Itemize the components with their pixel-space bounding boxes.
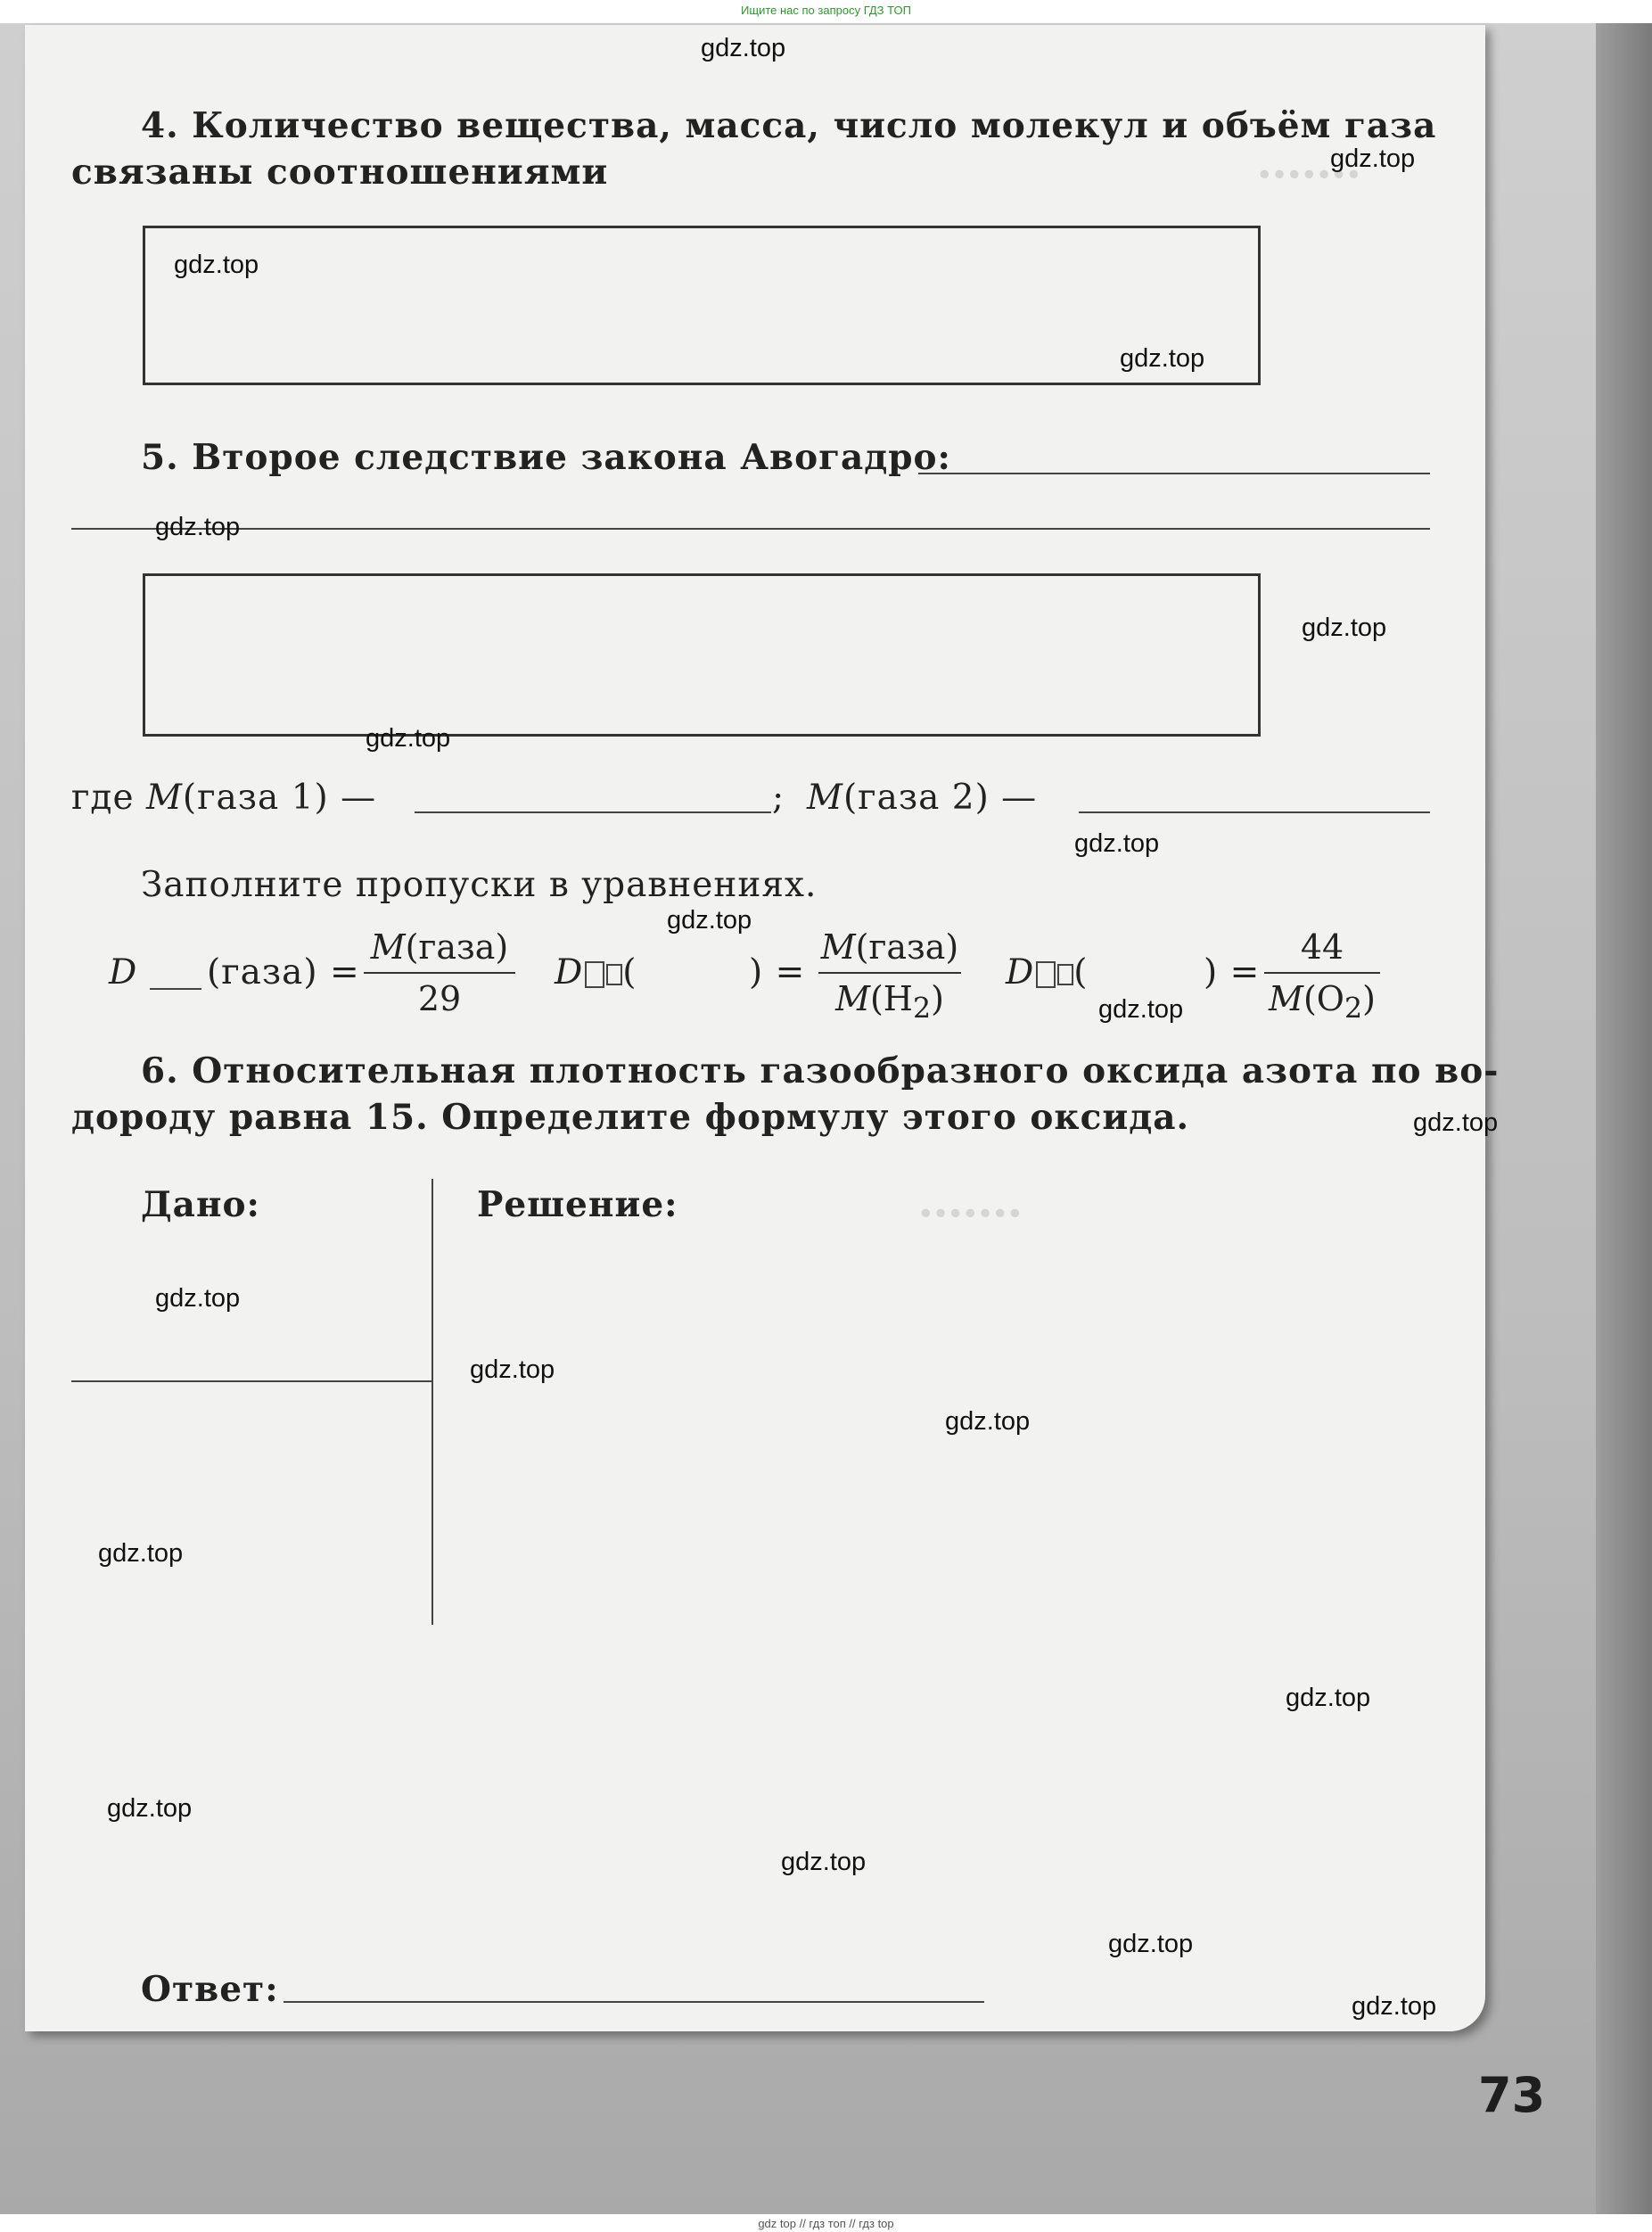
section4-line2: связаны соотношениями [71,152,609,193]
bottom-notice: gdz top // гдз топ // гдз top [758,2217,894,2230]
watermark: gdz.top [366,724,451,753]
eq3-blank-box[interactable] [1036,961,1056,988]
show-through-decoration: ∙∙∙∙∙∙∙ [1257,156,1361,192]
watermark: gdz.top [1098,995,1184,1024]
eq3-d: D [1006,952,1035,992]
eq1-numerator: (газа) [405,927,509,967]
eq1-subscript-blank[interactable] [150,988,201,990]
watermark: gdz.top [1286,1684,1371,1712]
watermark: gdz.top [781,1848,867,1876]
solution-label: Решение: [477,1184,678,1225]
eq2-fraction [818,927,961,1025]
eq3-denominator: (O [1303,979,1344,1018]
watermark: gdz.top [174,251,259,279]
eq2-den-sub: 2 [912,992,932,1025]
page-number: 73 [1478,2067,1546,2123]
where-prefix: где [71,778,146,818]
section6-line1: 6. Относительная плотность газообразного оксида азота по во- [141,1050,1500,1091]
eq2-den-m: M [835,979,870,1018]
watermark: gdz.top [1302,614,1387,642]
watermark: gdz.top [1413,1108,1499,1137]
watermark: gdz.top [98,1539,184,1568]
eq2-left [555,952,637,992]
watermark: gdz.top [1108,1930,1194,1958]
watermark: gdz.top [470,1355,555,1384]
where-m2: M [807,778,843,818]
section5-formula-box[interactable] [143,573,1261,737]
watermark: gdz.top [701,34,786,62]
eq1-num-m: M [370,927,406,967]
watermark: gdz.top [107,1794,193,1823]
eq3-open: ( [1073,952,1089,992]
eq2-numerator: (газа) [855,927,959,967]
given-solution-divider [431,1179,433,1625]
eq3-numerator: 44 [1300,927,1344,967]
eq2-blank-box-2[interactable] [606,964,622,985]
watermark: gdz.top [1120,344,1205,373]
eq2-d: D [555,952,584,992]
book-edge-stripe [1596,23,1652,2214]
fill-prompt: Заполните пропуски в уравнениях. [141,865,818,905]
eq3-den-sub: 2 [1344,992,1363,1025]
where-separator: ; [772,778,785,818]
given-underline [71,1380,431,1382]
eq2-num-m: M [820,927,856,967]
eq2-denominator: (H [869,979,913,1018]
eq2-close: ) = [749,952,806,992]
gas2-blank-line[interactable] [1079,811,1430,813]
watermark: gdz.top [945,1407,1031,1436]
eq1-fraction [364,927,515,1018]
eq3-left [1006,952,1089,992]
eq3-den-m: M [1269,979,1303,1018]
section6-line2: дороду равна 15. Определите формулу этого оксида. [71,1097,1190,1138]
section5-title: 5. Второе следствие закона Авогадро: [141,437,951,478]
section5-answer-line-2[interactable] [71,528,1430,530]
where-gas1: (газа 1) — [182,778,377,818]
eq1-d: D [109,952,138,992]
eq2-open: ( [622,952,637,992]
gas1-blank-line[interactable] [415,811,771,813]
eq2-den-end: ) [931,979,944,1018]
watermark: gdz.top [1074,829,1160,858]
eq3-den-end: ) [1362,979,1376,1018]
given-label: Дано: [141,1184,260,1225]
watermark: gdz.top [1330,144,1416,173]
eq3-close: ) = [1204,952,1261,992]
section4-answer-box[interactable] [143,226,1261,385]
watermark: gdz.top [1352,1992,1437,2021]
solution-area[interactable] [446,1240,1426,1935]
where-gas2: (газа 2) — [842,778,1038,818]
answer-line[interactable] [284,2001,984,2003]
eq1-left-arg: (газа) = [207,952,360,992]
section4-line1: 4. Количество вещества, масса, число молекул и объём газа [141,105,1437,146]
top-notice: Ищите нас по запросу ГДЗ ТОП [741,4,911,17]
eq2-blank-box[interactable] [585,961,604,988]
where-line [71,778,376,818]
eq3-fraction [1264,927,1380,1025]
show-through-decoration: ∙∙∙∙∙∙∙ [918,1195,1023,1231]
where-m1: M [145,778,183,818]
section5-answer-line[interactable] [918,473,1430,474]
watermark: gdz.top [155,513,241,541]
where-gas2-line [807,778,1037,818]
watermark: gdz.top [155,1284,241,1313]
watermark: gdz.top [667,906,752,935]
eq3-blank-box-2[interactable] [1057,964,1073,985]
eq1-denominator: 29 [417,979,462,1018]
answer-label: Ответ: [141,1969,279,2010]
